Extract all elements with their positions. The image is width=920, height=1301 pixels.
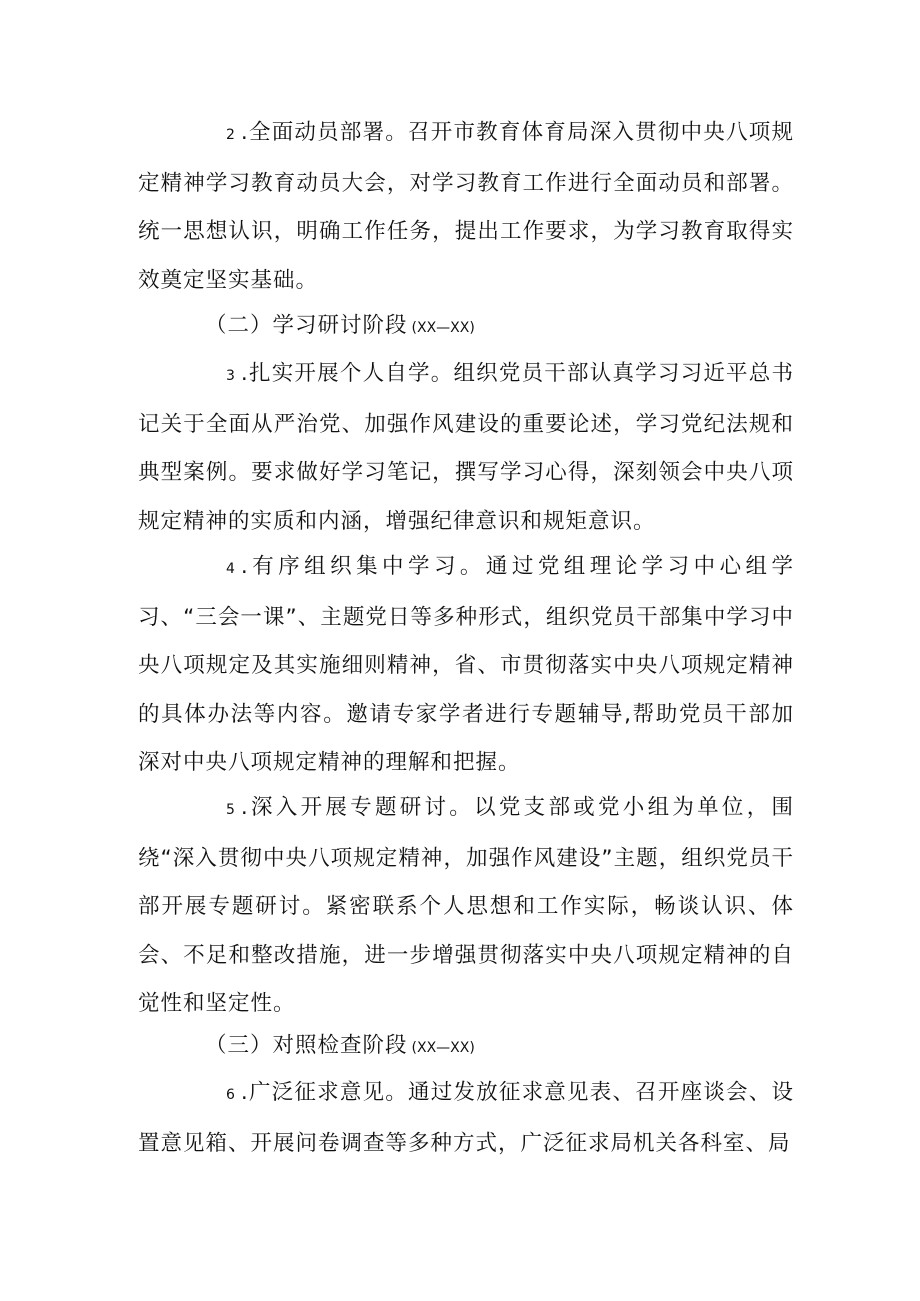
section-heading-study (205, 302, 475, 353)
paragraph-text: .深入开展专题研讨。以党支部或党小组为单位，围绕“深入贯彻中央八项规定精神，加强作风建设”主题，组织党员干部开展专题研讨。紧密联系个人思想和工作实际，畅谈认识、体会、不足和整改措施，进一步增强贯彻落实中央八项规定精神的自觉性和坚定性。 (138, 795, 794, 1016)
paragraph-2 (138, 109, 794, 305)
paragraph-6 (138, 1069, 794, 1168)
heading-title: （二）学习研讨阶段 (205, 313, 408, 338)
paragraph-3 (138, 350, 794, 546)
item-number: 6 (226, 1087, 235, 1103)
paragraph-text: .全面动员部署。召开市教育体育局深入贯彻中央八项规定精神学习教育动员大会，对学习教育工作进行全面动员和部署。统一思想认识，明确工作任务，提出工作要求，为学习教育取得实效奠定坚实基础。 (138, 120, 794, 293)
paragraph-text: .广泛征求意见。通过发放征求意见表、召开座谈会、设置意见箱、开展问卷调查等多种方式，广泛征求局机关各科室、局 (138, 1080, 794, 1156)
item-number: 5 (226, 802, 235, 818)
heading-range: (XX—XX) (411, 1040, 475, 1056)
item-number: 3 (226, 368, 235, 384)
paragraph-text: .扎实开展个人自学。组织党员干部认真学习习近平总书记关于全面从严治党、加强作风建设的重要论述，学习党纪法规和典型案例。要求做好学习笔记，撰写学习心得，深刻领会中央八项规定精神的实质和内涵，增强纪律意识和规矩意识。 (138, 361, 794, 534)
paragraph-4 (138, 543, 794, 788)
section-heading-check (205, 1022, 475, 1073)
paragraph-5 (138, 784, 794, 1029)
heading-title: （三）对照检查阶段 (205, 1033, 408, 1058)
heading-range: (XX—XX) (411, 320, 475, 336)
paragraph-text: .有序组织集中学习。通过党组理论学习中心组学习、“三会一课”、主题党日等多种形式，组织党员干部集中学习中央八项规定及其实施细则精神，省、市贯彻落实中央八项规定精神的具体办法等内容。邀请专家学者进行专题辅导,帮助党员干部加深对中央八项规定精神的理解和把握。 (138, 554, 794, 775)
item-number: 2 (226, 127, 235, 143)
item-number: 4 (226, 561, 235, 577)
